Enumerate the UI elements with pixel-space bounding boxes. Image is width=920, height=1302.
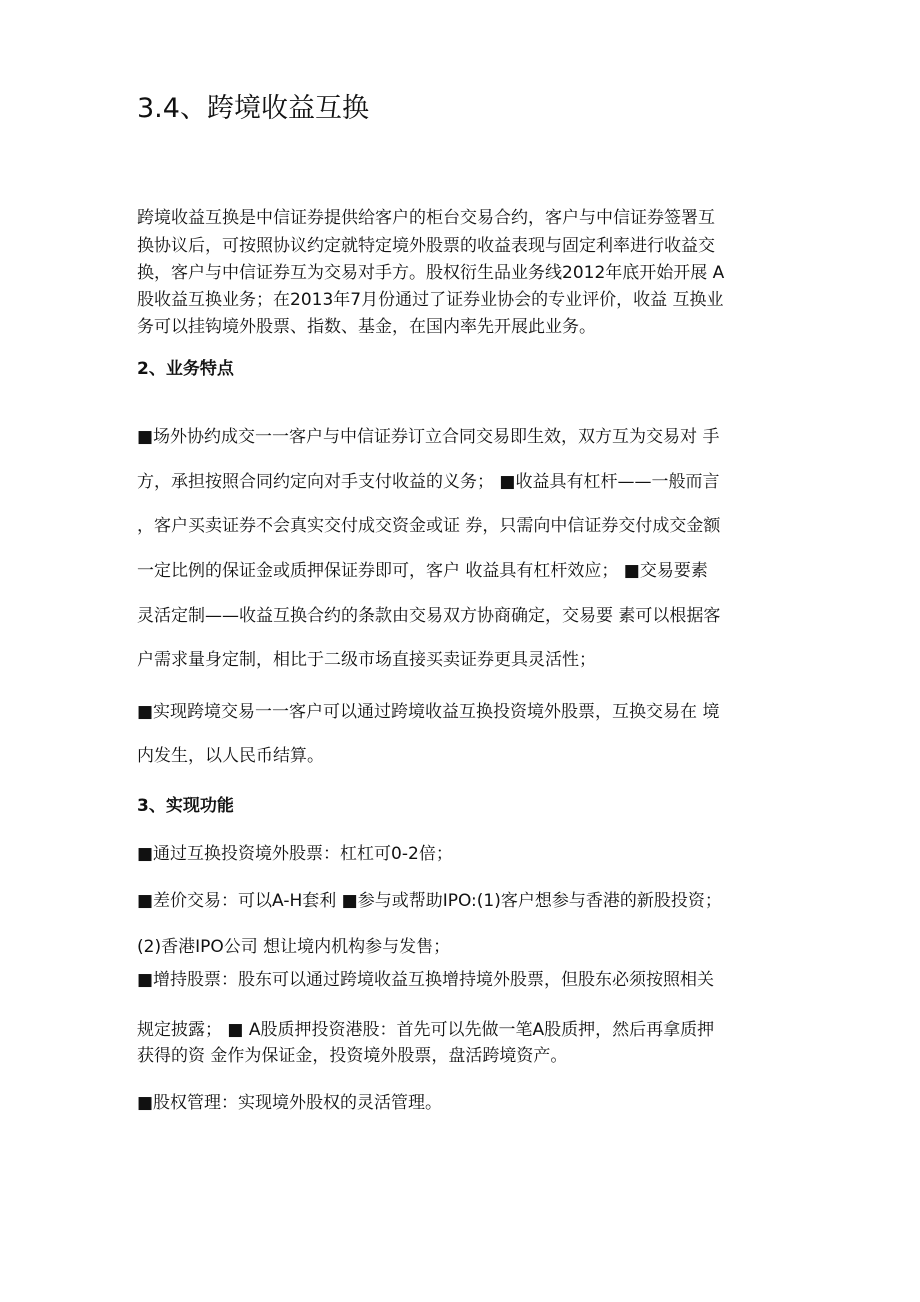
intro-line: 跨境收益互换是中信证券提供给客户的柜台交易合约，客户与中信证券签署互: [137, 208, 715, 228]
section-heading-functions: 3、实现功能: [137, 796, 234, 816]
intro-line: 股收益互换业务；在2013年7月份通过了证券业协会的专业评价，收益 互换业: [137, 290, 724, 310]
intro-line: 换协议后，可按照协议约定就特定境外股票的收益表现与固定利率进行收益交: [137, 236, 715, 256]
functions-line: 获得的资 金作为保证金，投资境外股票，盘活跨境资产。: [137, 1046, 568, 1066]
features-line: 一定比例的保证金或质押保证券即可，客户 收益具有杠杆效应； ■交易要素: [137, 561, 708, 581]
functions-line: ■通过互换投资境外股票：杠杠可0-2倍；: [137, 844, 453, 864]
page-title: 3.4、跨境收益互换: [137, 93, 369, 124]
functions-line: (2)香港IPO公司 想让境内机构参与发售；: [137, 937, 451, 957]
functions-line: 规定披露； ■ A股质押投资港股：首先可以先做一笔A股质押，然后再拿质押: [137, 1020, 715, 1040]
intro-line: 换，客户与中信证券互为交易对手方。股权衍生品业务线2012年底开始开展 A: [137, 263, 725, 283]
section-heading-features: 2、业务特点: [137, 359, 234, 379]
functions-line: ■增持股票：股东可以通过跨境收益互换增持境外股票，但股东必须按照相关: [137, 970, 715, 990]
features-line: 内发生，以人民币结算。: [137, 746, 324, 766]
features-line: 方，承担按照合同约定向对手支付收益的义务； ■收益具有杠杆——一般而言: [137, 472, 720, 492]
intro-line: 务可以挂钩境外股票、指数、基金，在国内率先开展此业务。: [137, 317, 596, 337]
features-line: ■实现跨境交易一一客户可以通过跨境收益互换投资境外股票，互换交易在 境: [137, 702, 720, 722]
features-line: 户需求量身定制，相比于二级市场直接买卖证券更具灵活性；: [137, 650, 596, 670]
functions-line: ■股权管理：实现境外股权的灵活管理。: [137, 1093, 443, 1113]
features-line: ■场外协约成交一一客户与中信证券订立合同交易即生效，双方互为交易对 手: [137, 427, 720, 447]
functions-line: ■差价交易：可以A-H套利 ■参与或帮助IPO:(1)客户想参与香港的新股投资；: [137, 891, 722, 911]
features-line: ，客户买卖证券不会真实交付成交资金或证 券，只需向中信证券交付成交金额: [137, 516, 721, 536]
features-line: 灵活定制——收益互换合约的条款由交易双方协商确定，交易要 素可以根据客: [137, 606, 721, 626]
